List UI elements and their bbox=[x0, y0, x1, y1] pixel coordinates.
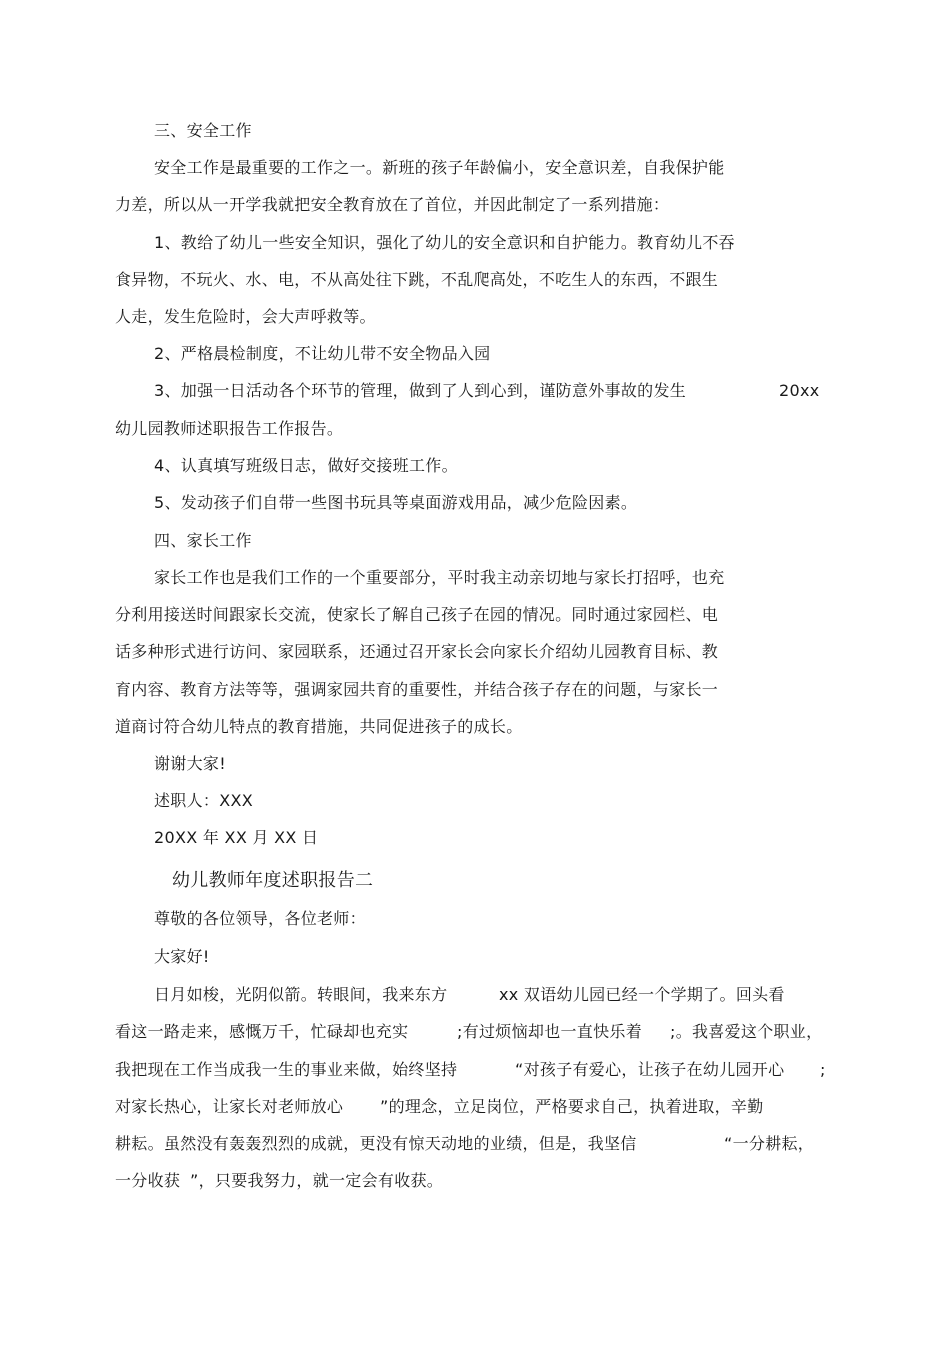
paragraph-fragment: ;。我喜爱这个职业， bbox=[670, 1022, 823, 1041]
paragraph-fragment: “一分耕耘， bbox=[724, 1134, 815, 1153]
greeting: 大家好! bbox=[154, 947, 210, 966]
paragraph-fragment: ”的理念，立足岗位，严格要求自己，执着进取，辛勤 bbox=[380, 1097, 764, 1116]
paragraph-line: 道商讨符合幼儿特点的教育措施，共同促进孩子的成长。 bbox=[115, 717, 523, 736]
paragraph-line: 家长工作也是我们工作的一个重要部分，平时我主动亲切地与家长打招呼，也充 bbox=[154, 568, 725, 587]
signature-name: 述职人：XXX bbox=[154, 791, 253, 810]
paragraph-line: 一分收获 bbox=[115, 1171, 181, 1190]
paragraph-fragment: 20xx bbox=[779, 381, 820, 400]
paragraph-line: 育内容、教育方法等等，强调家园共育的重要性，并结合孩子存在的问题，与家长一 bbox=[115, 680, 719, 699]
paragraph-fragment: “对孩子有爱心，让孩子在幼儿园开心 bbox=[515, 1060, 785, 1079]
paragraph-line: 安全工作是最重要的工作之一。新班的孩子年龄偏小，安全意识差，自我保护能 bbox=[154, 158, 725, 177]
signature-date: 20XX 年 XX 月 XX 日 bbox=[154, 828, 319, 847]
paragraph-fragment: ;有过烦恼却也一直快乐着 bbox=[457, 1022, 642, 1041]
paragraph-line: 3、加强一日活动各个环节的管理，做到了人到心到，谨防意外事故的发生 bbox=[154, 381, 687, 400]
report-two-title: 幼儿教师年度述职报告二 bbox=[172, 870, 374, 891]
closing-thanks: 谢谢大家! bbox=[154, 754, 226, 773]
paragraph-line: 5、发动孩子们自带一些图书玩具等桌面游戏用品，减少危险因素。 bbox=[154, 493, 638, 512]
paragraph-fragment: ; bbox=[820, 1060, 826, 1079]
paragraph-fragment: xx 双语幼儿园已经一个学期了。回头看 bbox=[499, 985, 785, 1004]
paragraph-line: 4、认真填写班级日志，做好交接班工作。 bbox=[154, 456, 458, 475]
paragraph-line: 幼儿园教师述职报告工作报告。 bbox=[115, 419, 344, 438]
paragraph-line: 我把现在工作当成我一生的事业来做，始终坚持 bbox=[115, 1060, 458, 1079]
paragraph-line: 力差，所以从一开学我就把安全教育放在了首位，并因此制定了一系列措施： bbox=[115, 195, 670, 214]
section-heading-parents: 四、家长工作 bbox=[154, 531, 252, 550]
salutation: 尊敬的各位领导，各位老师： bbox=[154, 909, 366, 928]
paragraph-line: 话多种形式进行访问、家园联系，还通过召开家长会向家长介绍幼儿园教育目标、教 bbox=[115, 642, 719, 661]
section-heading-safety: 三、安全工作 bbox=[154, 121, 252, 140]
paragraph-line: 2、严格晨检制度，不让幼儿带不安全物品入园 bbox=[154, 344, 491, 363]
paragraph-line: 看这一路走来，感慨万千，忙碌却也充实 bbox=[115, 1022, 409, 1041]
paragraph-line: 对家长热心，让家长对老师放心 bbox=[115, 1097, 344, 1116]
paragraph-line: 分利用接送时间跟家长交流，使家长了解自己孩子在园的情况。同时通过家园栏、电 bbox=[115, 605, 719, 624]
paragraph-line: 耕耘。虽然没有轰轰烈烈的成就，更没有惊天动地的业绩，但是，我坚信 bbox=[115, 1134, 637, 1153]
paragraph-line: 日月如梭，光阴似箭。转眼间，我来东方 bbox=[154, 985, 448, 1004]
paragraph-line: 食异物，不玩火、水、电，不从高处往下跳，不乱爬高处，不吃生人的东西，不跟生 bbox=[115, 270, 719, 289]
paragraph-line: 1、教给了幼儿一些安全知识，强化了幼儿的安全意识和自护能力。教育幼儿不吞 bbox=[154, 233, 735, 252]
paragraph-line: 人走，发生危险时，会大声呼救等。 bbox=[115, 307, 376, 326]
paragraph-fragment: ”，只要我努力，就一定会有收获。 bbox=[190, 1171, 444, 1190]
